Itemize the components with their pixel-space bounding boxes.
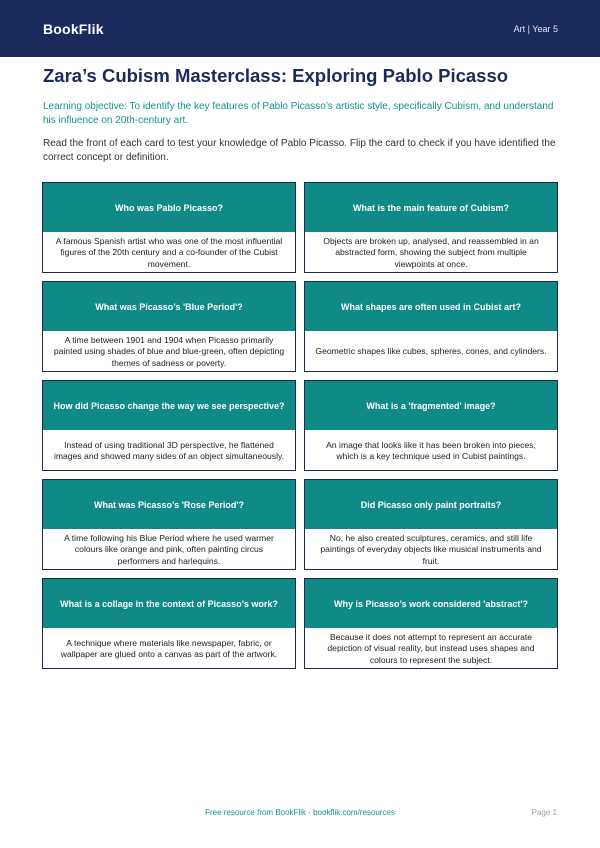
header-bar [0, 0, 600, 57]
brand-logo-text[interactable]: BookFlik [43, 20, 104, 37]
page-title: Zara’s Cubism Masterclass: Exploring Pablo Picasso [43, 65, 509, 86]
flashcard[interactable] [304, 479, 558, 570]
card-question: How did Picasso change the way we see perspective? [43, 381, 295, 430]
card-answer: A time following his Blue Period where he used warmer colours like orange and pink, often painting circus performers and harlequins. [64, 532, 274, 566]
flashcard[interactable] [304, 380, 558, 471]
card-question: What was Picasso’s 'Blue Period'? [43, 282, 295, 331]
card-answer: No, he also created sculptures, ceramics, and still life paintings of everyday objects like musical instruments and fruit. [320, 532, 542, 566]
footer-link[interactable]: Free resource from BookFlik · bookflik.com/resources [205, 808, 395, 817]
card-answer: Instead of using traditional 3D perspective, he flattened images and showed many sides of an object simultaneously. [53, 439, 285, 461]
card-question: What is a 'fragmented' image? [305, 381, 557, 430]
flashcard[interactable] [304, 578, 558, 669]
flashcard[interactable] [304, 182, 558, 273]
card-question: Did Picasso only paint portraits? [305, 480, 557, 529]
learning-objective: Learning objective: To identify the key features of Pablo Picasso’s artistic style, specifically Cubism, and understand his influence on 20th-century art. [43, 101, 554, 126]
card-answer: Objects are broken up, analysed, and reassembled in an abstracted form, showing the subject from multiple viewpoints at once. [323, 235, 539, 269]
subject-year-label: Art | Year 5 [513, 23, 558, 34]
flashcard-grid [42, 182, 558, 669]
card-question: Why is Picasso’s work considered 'abstract'? [305, 579, 557, 628]
card-answer: Because it does not attempt to represent an accurate depiction of visual reality, but instead uses shapes and colours to represent the subject. [327, 631, 535, 665]
card-question: What was Picasso’s 'Rose Period'? [43, 480, 295, 529]
flashcard[interactable] [304, 281, 558, 372]
flashcard[interactable] [42, 479, 296, 570]
card-question: Who was Pablo Picasso? [43, 183, 295, 232]
card-question: What is the main feature of Cubism? [305, 183, 557, 232]
flashcard[interactable] [42, 380, 296, 471]
card-question: What shapes are often used in Cubist art? [305, 282, 557, 331]
card-answer: A technique where materials like newspaper, fabric, or wallpaper are glued onto a canvas as part of the artwork. [60, 637, 278, 659]
instructions: Read the front of each card to test your knowledge of Pablo Picasso. Flip the card to check if you have identified the correct concept or definition. [43, 138, 556, 163]
flashcard[interactable] [42, 182, 296, 273]
card-answer: A famous Spanish artist who was one of the most influential figures of the 20th century and a co-founder of the Cubist movement. [55, 235, 283, 269]
card-answer: A time between 1901 and 1904 when Picasso primarily painted using shades of blue and blue-green, often depicting themes of sadness or poverty. [53, 334, 285, 368]
card-answer: An image that looks like it has been broken into pieces, which is a key technique used in Cubist paintings. [326, 439, 536, 461]
flashcard[interactable] [42, 281, 296, 372]
flashcard[interactable] [42, 578, 296, 669]
card-question: What is a collage in the context of Picasso’s work? [43, 579, 295, 628]
page-number: Page 1 [531, 808, 557, 817]
card-answer: Geometric shapes like cubes, spheres, cones, and cylinders. [315, 346, 547, 357]
